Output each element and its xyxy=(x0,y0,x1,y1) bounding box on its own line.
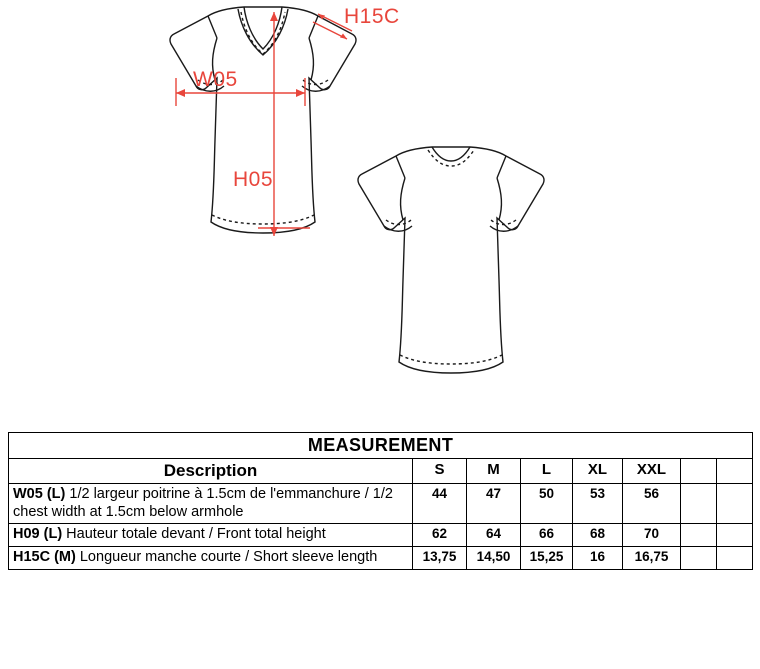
row-code-h15c: H15C (M) xyxy=(13,549,76,566)
row-h15c-value-l: 15,25 xyxy=(521,547,573,570)
table-title: MEASUREMENT xyxy=(9,433,753,459)
row-h09-value-xxl: 70 xyxy=(623,524,681,547)
row-h15c-value-xl: 16 xyxy=(573,547,623,570)
row-h09-empty-2 xyxy=(717,524,753,547)
table-row xyxy=(9,484,753,524)
row-h09-value-s: 62 xyxy=(413,524,467,547)
row-w05-value-l: 50 xyxy=(521,484,573,524)
row-w05-empty-2 xyxy=(717,484,753,524)
dimension-label-h15c: H15C xyxy=(344,5,400,28)
row-code-h09: H09 (L) xyxy=(13,526,63,543)
row-w05-value-s: 44 xyxy=(413,484,467,524)
row-h15c-empty-2 xyxy=(717,547,753,570)
row-text-h09: Hauteur totale devant / Front total height xyxy=(62,526,326,543)
table-row xyxy=(9,524,753,547)
row-w05-value-m: 47 xyxy=(467,484,521,524)
row-code-w05: W05 (L) xyxy=(13,486,66,502)
column-header-xxl: XXL xyxy=(623,459,681,484)
column-header-xl: XL xyxy=(573,459,623,484)
row-text-h15c: Longueur manche courte / Short sleeve length xyxy=(75,549,378,566)
back-tshirt-view xyxy=(358,147,544,373)
dimension-label-h05: H05 xyxy=(233,168,274,191)
table-header-row xyxy=(9,459,753,484)
table-title-row xyxy=(9,433,753,459)
dimension-label-w05: W05 xyxy=(193,68,238,91)
column-header-l: L xyxy=(521,459,573,484)
column-header-empty-1 xyxy=(681,459,717,484)
front-tshirt-view xyxy=(170,7,356,233)
column-header-empty-2 xyxy=(717,459,753,484)
row-h09-value-l: 66 xyxy=(521,524,573,547)
row-w05-empty-1 xyxy=(681,484,717,524)
row-h15c-value-m: 14,50 xyxy=(467,547,521,570)
dimension-lines xyxy=(176,12,352,236)
row-w05-value-xl: 53 xyxy=(573,484,623,524)
table-row xyxy=(9,547,753,570)
row-text-w05: 1/2 largeur poitrine à 1.5cm de l'emmanchure / 1/2 chest width at 1.5cm below armhole xyxy=(13,486,393,520)
row-h09-empty-1 xyxy=(681,524,717,547)
column-header-m: M xyxy=(467,459,521,484)
measurement-table xyxy=(8,432,753,570)
row-description-h15c xyxy=(9,547,413,570)
row-h09-value-xl: 68 xyxy=(573,524,623,547)
column-header-description: Description xyxy=(9,459,413,484)
measurement-table-container xyxy=(8,432,752,570)
row-h15c-empty-1 xyxy=(681,547,717,570)
row-h15c-value-xxl: 16,75 xyxy=(623,547,681,570)
row-description-h09 xyxy=(9,524,413,547)
row-h09-value-m: 64 xyxy=(467,524,521,547)
row-description-w05 xyxy=(9,484,413,524)
row-w05-value-xxl: 56 xyxy=(623,484,681,524)
row-h15c-value-s: 13,75 xyxy=(413,547,467,570)
column-header-s: S xyxy=(413,459,467,484)
